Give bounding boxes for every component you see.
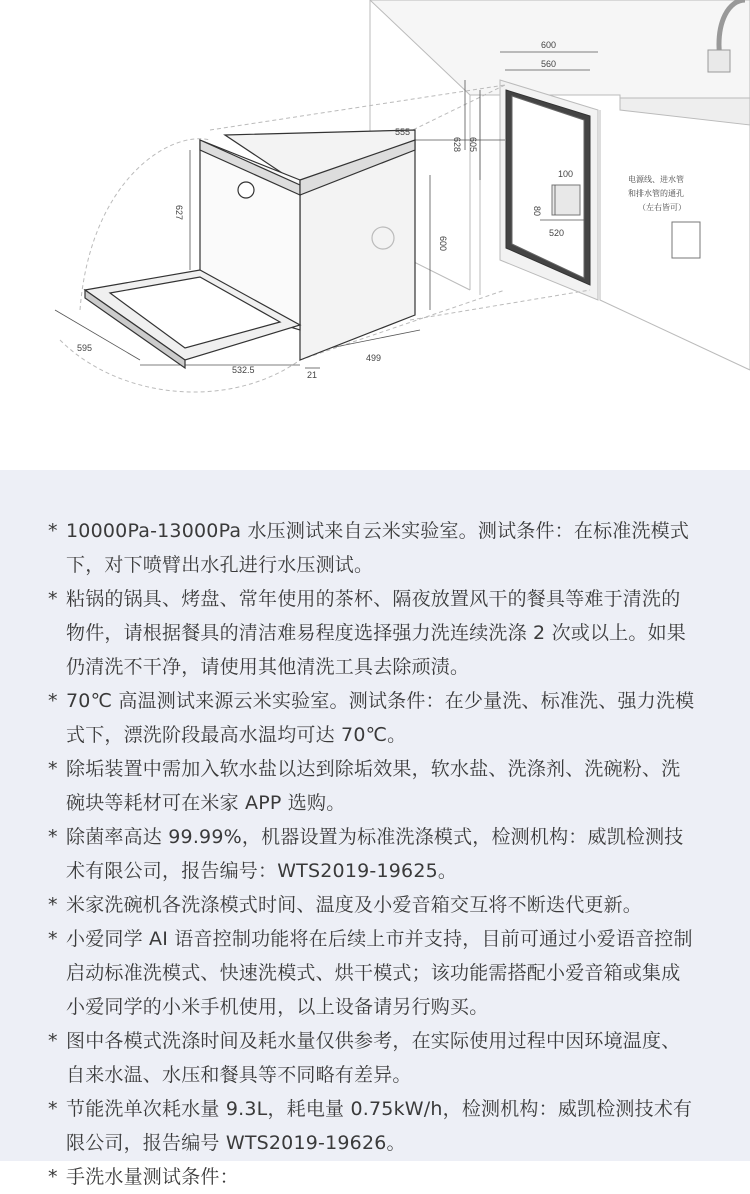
note-star: * <box>48 1166 58 1188</box>
note-star: * <box>48 588 58 610</box>
note-item <box>48 684 698 752</box>
note-star: * <box>48 758 58 780</box>
label-height-628: 628 <box>452 137 462 153</box>
note-item <box>48 1024 698 1092</box>
pipe-note-line1: 电源线、进水管 <box>628 175 684 184</box>
note-text: 70℃ 高温测试来源云米实验室。测试条件：在少量洗、标准洗、强力洗模式下，漂洗阶段最高水温均可达 70℃。 <box>66 690 695 746</box>
note-item <box>48 582 698 684</box>
note-text: 节能洗单次耗水量 9.3L，耗电量 0.75kW/h，检测机构：威凯检测技术有限公司，报告编号 WTS2019-19626。 <box>66 1098 693 1154</box>
label-depth-595: 595 <box>77 343 93 353</box>
installation-diagram <box>0 0 750 470</box>
label-depth-499: 499 <box>366 353 382 363</box>
note-star: * <box>48 894 58 916</box>
note-item <box>48 514 698 582</box>
note-text: 小爱同学 AI 语音控制功能将在后续上市并支持，目前可通过小爱语音控制启动标准洗模式、快速洗模式、烘干模式；该功能需搭配小爱音箱或集成小爱同学的小米手机使用，以上设备请另行购买。 <box>66 928 693 1018</box>
label-hole-520: 520 <box>549 228 565 238</box>
note-item <box>48 888 698 922</box>
note-item <box>48 820 698 888</box>
note-star: * <box>48 928 58 950</box>
label-depth-21: 21 <box>307 370 318 380</box>
dishwasher-drawing <box>85 130 415 368</box>
note-star: * <box>48 1030 58 1052</box>
note-text: 除垢装置中需加入软水盐以达到除垢效果，软水盐、洗涤剂、洗碗粉、洗碗块等耗材可在米家 APP 选购。 <box>66 758 681 814</box>
label-height-605: 605 <box>468 137 478 153</box>
note-text: 10000Pa-13000Pa 水压测试来自云米实验室。测试条件：在标准洗模式下，对下喷臂出水孔进行水压测试。 <box>66 520 690 576</box>
label-hole-100: 100 <box>558 169 574 179</box>
notes-section <box>0 470 750 1188</box>
note-item <box>48 1160 698 1194</box>
label-depth-555: 555 <box>395 127 411 137</box>
note-star: * <box>48 1098 58 1120</box>
note-text: 手洗水量测试条件： <box>66 1166 239 1188</box>
note-item <box>48 922 698 1024</box>
note-star: * <box>48 826 58 848</box>
pipe-note-line2: 和排水管的通孔 <box>628 189 684 198</box>
note-text: 粘锅的锅具、烤盘、常年使用的茶杯、隔夜放置风干的餐具等难于清洗的物件，请根据餐具的清洁难易程度选择强力洗连续洗涤 2 次或以上。如果仍清洗不干净，请使用其他清洗工具去除顽渍。 <box>66 588 686 678</box>
dimension-drawing <box>0 0 750 470</box>
note-item <box>48 752 698 820</box>
label-height-600: 600 <box>438 236 448 252</box>
label-width-560: 560 <box>541 59 557 69</box>
note-star: * <box>48 690 58 712</box>
pipe-note-line3: （左右皆可） <box>638 203 686 212</box>
label-height-627: 627 <box>174 205 184 221</box>
label-depth-532-5: 532.5 <box>232 365 255 375</box>
note-text: 米家洗碗机各洗涤模式时间、温度及小爱音箱交互将不断迭代更新。 <box>66 894 643 916</box>
label-width-600: 600 <box>541 40 557 50</box>
note-star: * <box>48 520 58 542</box>
note-text: 图中各模式洗涤时间及耗水量仅供参考，在实际使用过程中因环境温度、自来水温、水压和餐具等不同略有差异。 <box>66 1030 681 1086</box>
note-item <box>48 1092 698 1160</box>
notes-list <box>48 514 698 1194</box>
label-hole-80: 80 <box>532 206 542 217</box>
note-text: 除菌率高达 99.99%，机器设置为标准洗涤模式，检测机构：威凯检测技术有限公司，报告编号：WTS2019-19625。 <box>66 826 684 882</box>
